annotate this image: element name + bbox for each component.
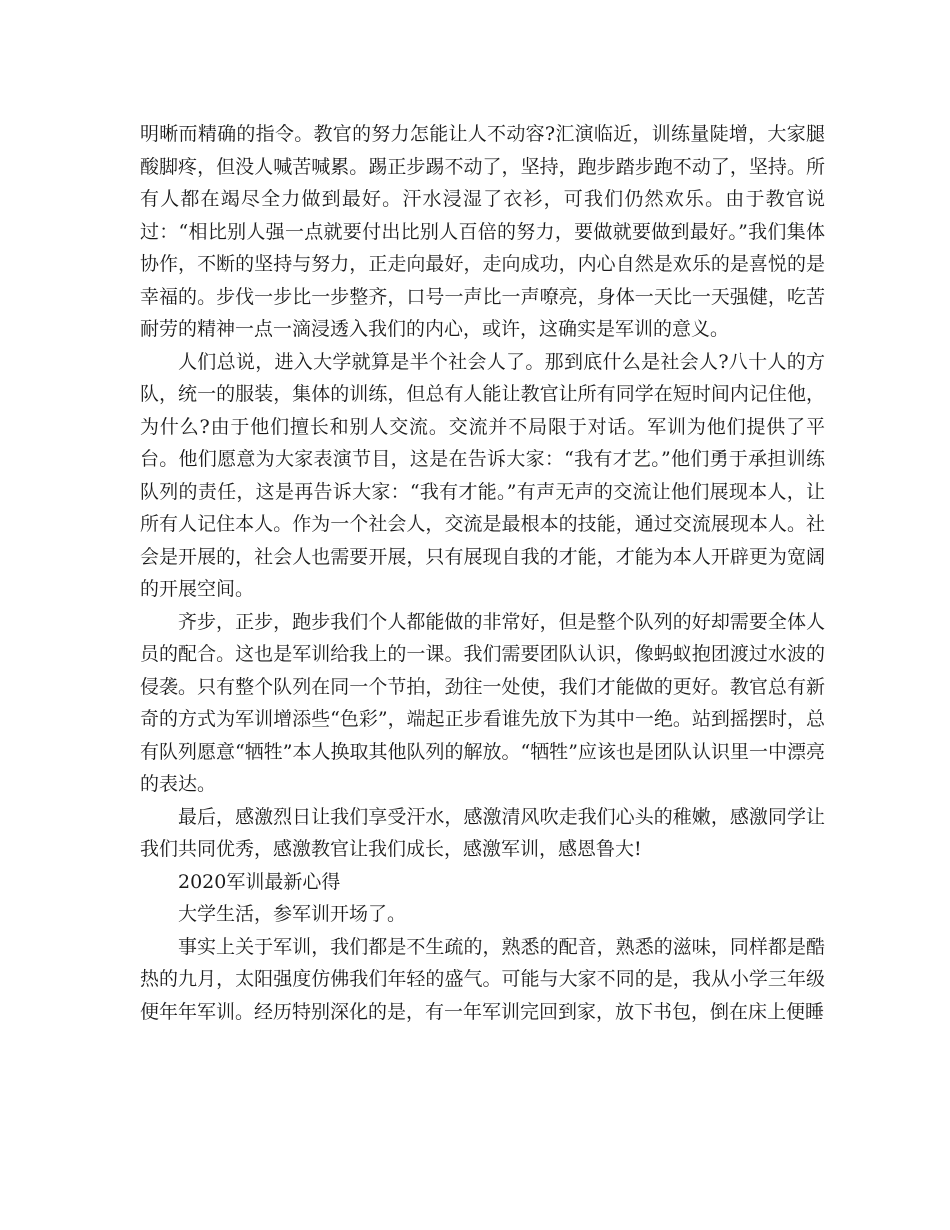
paragraph-3: 齐步，正步，跑步我们个人都能做的非常好，但是整个队列的好却需要全体人员的配合。这也是军训给我上的一课。我们需要团队认识，像蚂蚁抱团渡过水波的侵袭。只有整个队列在同一个节拍，劲往一处使，我们才能做的更好。教官总有新奇的方式为军训增添些“色彩”，端起正步看谁先放下为其中一绝。站到摇摆时，总有队列愿意“牺牲”本人换取其他队列的解放。“牺牲”应该也是团队认识里一中漂亮的表达。 bbox=[140, 610, 825, 795]
paragraph-5: 大学生活，参军训开场了。 bbox=[178, 903, 407, 925]
document-body bbox=[140, 118, 825, 1028]
section-heading: 2020军训最新心得 bbox=[178, 870, 341, 893]
paragraph-4: 最后，感激烈日让我们享受汗水，感激清风吹走我们心头的稚嫩，感激同学让我们共同优秀，感激教官让我们成长，感激军训，感恩鲁大! bbox=[140, 805, 825, 860]
paragraph-2: 人们总说，进入大学就算是半个社会人了。那到底什么是社会人?八十人的方队，统一的服装，集体的训练，但总有人能让教官让所有同学在短时间内记住他，为什么?由于他们擅长和别人交流。交流并不局限于对话。军训为他们提供了平台。他们愿意为大家表演节目，这是在告诉大家：“我有才艺。”他们勇于承担训练队列的责任，这是再告诉大家：“我有才能。”有声无声的交流让他们展现本人，让所有人记住本人。作为一个社会人，交流是最根本的技能，通过交流展现本人。社会是开展的，社会人也需要开展，只有展现自我的才能，才能为本人开辟更为宽阔的开展空间。 bbox=[140, 350, 825, 600]
paragraph-1: 明晰而精确的指令。教官的努力怎能让人不动容?汇演临近，训练量陡增，大家腿酸脚疼，但没人喊苦喊累。踢正步踢不动了，坚持，跑步踏步跑不动了，坚持。所有人都在竭尽全力做到最好。汗水浸湿了衣衫，可我们仍然欢乐。由于教官说过：“相比别人强一点就要付出比别人百倍的努力，要做就要做到最好。”我们集体协作，不断的坚持与努力，正走向最好，走向成功，内心自然是欢乐的是喜悦的是幸福的。步伐一步比一步整齐，口号一声比一声嘹亮，身体一天比一天强健，吃苦耐劳的精神一点一滴浸透入我们的内心，或许，这确实是军训的意义。 bbox=[140, 123, 825, 340]
paragraph-6: 事实上关于军训，我们都是不生疏的，熟悉的配音，熟悉的滋味，同样都是酷热的九月，太阳强度仿佛我们年轻的盛气。可能与大家不同的是，我从小学三年级便年年军训。经历特别深化的是，有一年军训完回到家，放下书包，倒在床上便睡 bbox=[140, 935, 825, 1023]
